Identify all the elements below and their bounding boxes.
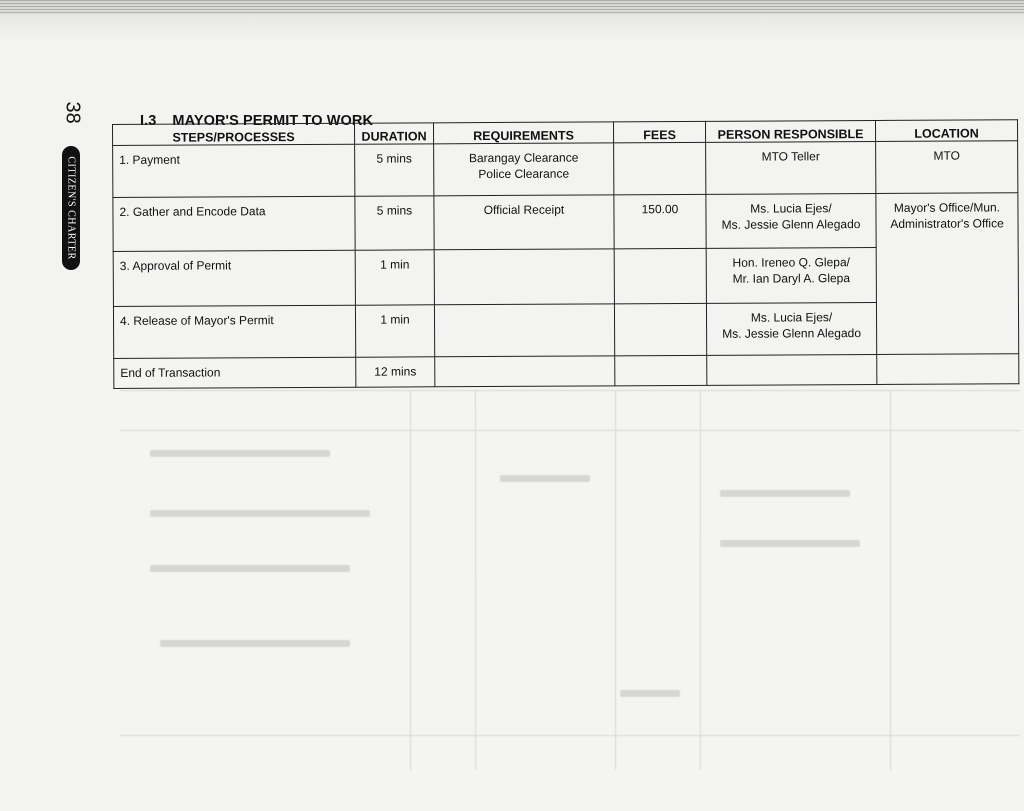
empty-cell [615, 355, 707, 385]
requirement-item: Barangay Clearance [468, 150, 579, 166]
requirements-cell [434, 249, 614, 305]
header-steps: STEPS/PROCESSES [113, 123, 355, 145]
duration-cell: 5 mins [355, 144, 434, 196]
person-cell [706, 302, 876, 355]
requirement-item: Official Receipt [483, 202, 565, 218]
location-line: Mayor's Office/Mun. [893, 200, 1001, 215]
end-duration-cell: 12 mins [356, 357, 435, 387]
side-tab-label: CITIZEN'S CHARTER [65, 156, 77, 260]
person-cell [706, 142, 876, 195]
person-cell [706, 248, 876, 304]
person-name: Ms. Lucia Ejes/ [750, 310, 833, 325]
step-cell: 2. Gather and Encode Data [113, 196, 355, 251]
table-row [113, 193, 1018, 252]
section-number: I.3 [140, 113, 157, 129]
header-person: PERSON RESPONSIBLE [705, 121, 875, 143]
header-location: LOCATION [875, 120, 1017, 142]
person-cell [706, 194, 876, 249]
person-name: MTO Teller [761, 149, 820, 164]
person-name: Ms. Jessie Glenn Alegado [722, 326, 862, 341]
empty-cell [877, 354, 1019, 385]
duration-cell: 5 mins [355, 196, 434, 250]
section-title-text: MAYOR'S PERMIT TO WORK [172, 113, 374, 129]
page-number: 38 [61, 101, 84, 124]
header-requirements: REQUIREMENTS [433, 122, 613, 144]
location-line: Administrator's Office [890, 216, 1004, 231]
fees-cell: 150.00 [614, 194, 706, 248]
person-name: Hon. Ireneo Q. Glepa/ [732, 255, 850, 270]
header-duration: DURATION [354, 123, 433, 144]
fees-cell [614, 303, 706, 355]
empty-cell [435, 356, 615, 387]
permit-table [112, 119, 1019, 389]
person-name: Mr. Ian Daryl A. Glepa [732, 271, 851, 286]
side-tab [62, 146, 80, 270]
requirements-cell [434, 304, 614, 357]
page-top-edge [0, 0, 1024, 14]
step-cell: 3. Approval of Permit [113, 250, 355, 306]
step-cell: 4. Release of Mayor's Permit [113, 305, 355, 358]
bleed-through-texture [120, 390, 1020, 770]
requirements-cell [434, 143, 614, 196]
person-name: Ms. Jessie Glenn Alegado [721, 217, 861, 232]
duration-cell: 1 min [355, 305, 434, 357]
empty-cell [707, 354, 877, 385]
end-label-cell: End of Transaction [114, 357, 356, 388]
table-row [113, 141, 1018, 198]
header-fees: FEES [613, 121, 705, 142]
requirements-cell [434, 195, 614, 250]
location-cell: MTO [876, 141, 1018, 194]
requirement-item: Police Clearance [478, 166, 570, 182]
location-cell-shared [876, 193, 1019, 355]
table-row-end [114, 354, 1019, 389]
fees-cell [614, 248, 706, 303]
person-name: Ms. Lucia Ejes/ [750, 201, 832, 216]
fees-cell [614, 142, 706, 194]
duration-cell: 1 min [355, 250, 434, 305]
step-cell: 1. Payment [113, 144, 355, 197]
